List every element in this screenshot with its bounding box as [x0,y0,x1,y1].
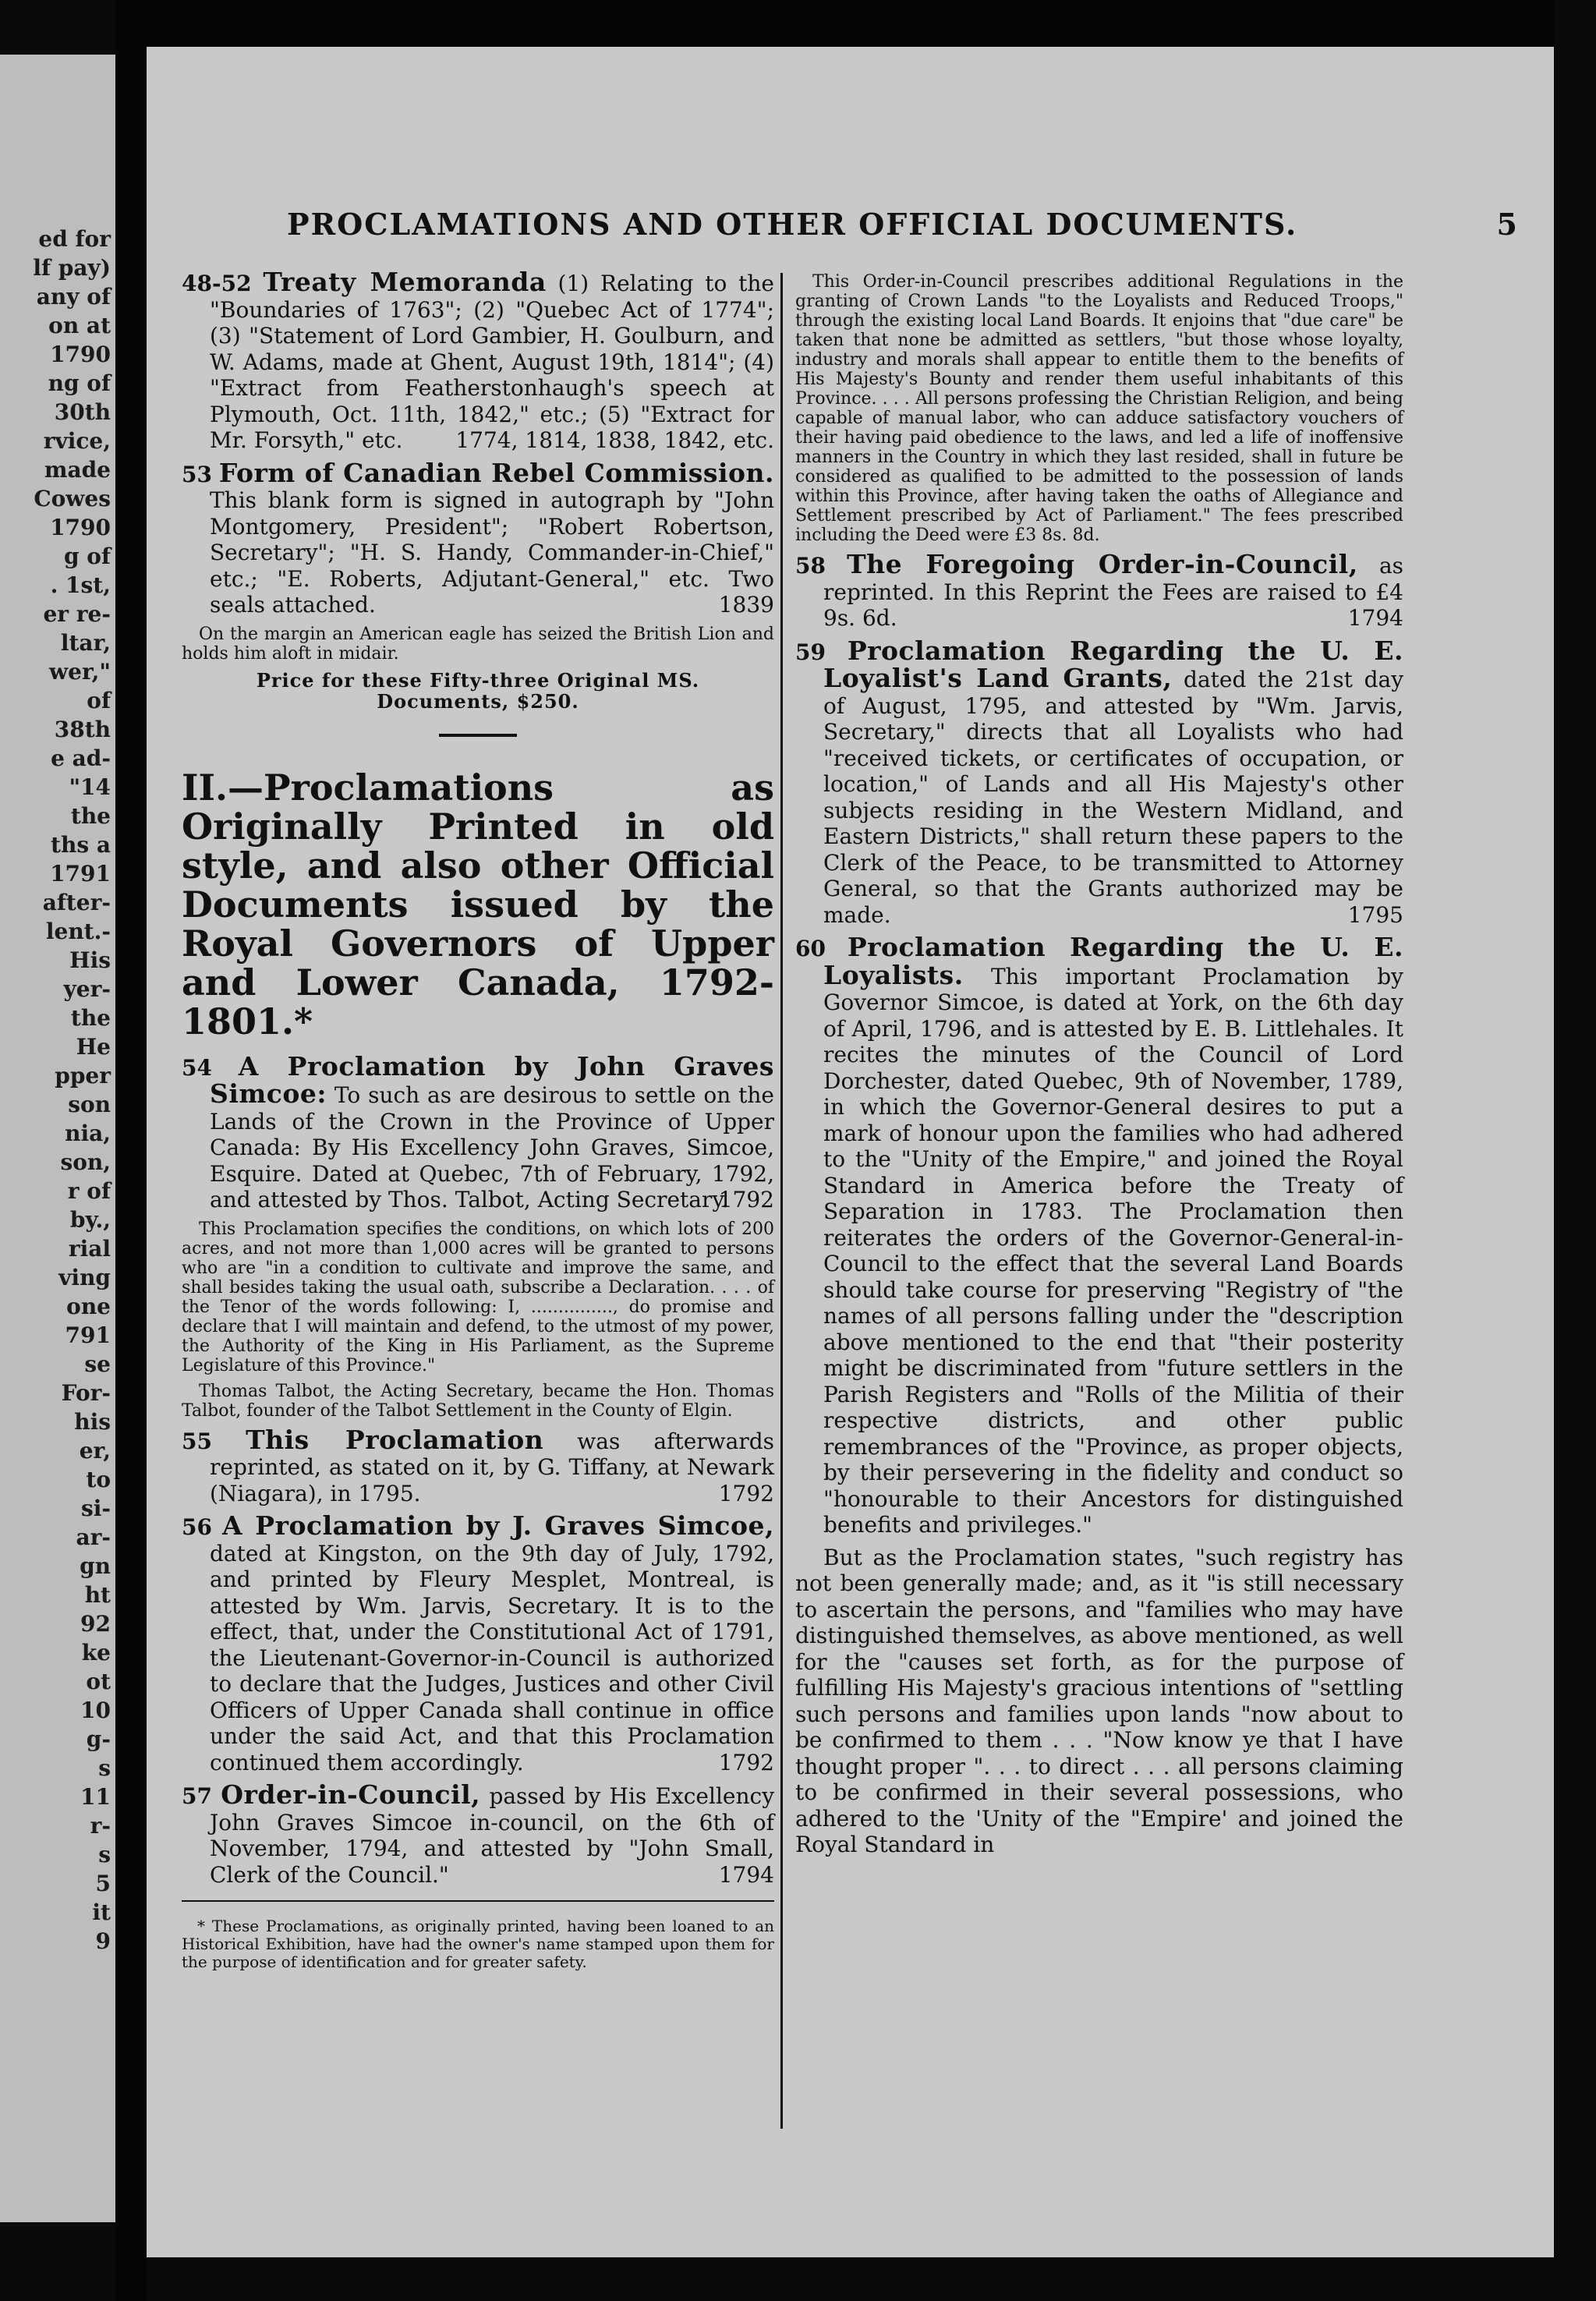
entry-text: (1) Relating to the "Boundaries of 1763"; (2) "Quebec Act of 1774"; (3) "Statement of Lord Gambier, H. Goulburn, and W. Adams, made at Ghent, August 19th, 1814"; (4) "Extract from Featherstonhaugh's speech at Plymouth, Oct. 11th, 1842," etc.; (5) "Extract for Mr. Forsyth," etc. [210,271,775,453]
entry-57 [182,1779,775,1888]
entry-year: 1792 [718,1187,774,1212]
facing-page-fragment: He [76,1034,111,1060]
facing-page-fragment: s [98,1755,111,1781]
facing-page-fragment: rvice, [43,428,111,454]
entry-60 [795,934,1403,1538]
entry-number: 54 [182,1054,212,1081]
entry-number: 60 [795,936,826,961]
facing-page-fragment: lent.- [45,919,111,944]
entry-number: 57 [182,1783,212,1809]
entry-year: 1794 [718,1861,774,1888]
entry-58 [795,551,1403,632]
facing-page-fragment: ving [58,1265,111,1290]
facing-page-fragment: wer," [49,659,111,685]
facing-page-fragment: by., [69,1207,111,1233]
facing-page-fragment: er, [79,1438,111,1464]
facing-page-fragment: to [86,1467,111,1492]
facing-page-fragment: on at [48,313,111,338]
entry-heading: Proclamation Regarding the U. E. Loyalist's Land Grants, [823,635,1404,693]
footnote-rule [182,1900,774,1902]
facing-page-fragment: pper [55,1063,111,1089]
facing-page-fragment: lf pay) [33,255,111,281]
facing-page-fragment: the [70,1005,111,1031]
scan-border-right [1554,0,1596,2301]
facing-page-fragment: His [69,947,111,973]
facing-page-fragment: ths a [51,832,111,858]
entry-text: This important Proclamation by Governor Simcoe, is dated at York, on the 6th day of April, 1796, and is attested by E. B. Littlehales. It recites the minutes of the Council of Lord Dorchester, dated Quebec, 9th of November, 1789, in which the Governor-General desires to put a mark of honour upon the families who had adhered to the "Unity of the Empire," and joined the Royal Standard in America before the Treaty of Separation in 1783. The Proclamation then reiterates the orders of the Governor-General-in-Council to the effect that the several Land Boards should take course for preserving "Registry of "the names of all persons falling under the "description above mentioned to the end that "their posterity might be discriminated from "future settlers in the Parish Registers and "Rolls of the Militia of their respective districts, and other public remembrances of the "Province, as proper objects, by their persevering in the fidelity and conduct so "honourable to their Ancestors for distinguished benefits and privileges." [823,963,1403,1538]
facing-page-fragment: se [84,1351,111,1377]
facing-page-fragment: 11 [80,1784,111,1810]
entry-number: 59 [795,639,826,665]
facing-page-fragment: 5 [95,1871,111,1896]
footnote: * These Proclamations, as originally printed, having been loaned to an Historical Exhibition, have had the owner's name stamped upon them for the purpose of identification and for greater safety. [182,1917,774,1971]
facing-page-fragment: 791 [65,1322,111,1348]
entry-text: This blank form is signed in autograph by "John Montgomery, President"; "Robert Robertson, Secretary"; "H. S. Handy, Commander-in-Chief," etc.; "E. Roberts, Adjutant-General," etc. Two seals attached. [210,487,774,618]
facing-page-fragment: rial [68,1236,111,1262]
entry-year: 1792 [718,1749,774,1775]
right-column [795,269,1403,1858]
entry-text: was afterwards reprinted, as stated on it, by G. Tiffany, at Newark (Niagara), in 1795. [210,1428,775,1506]
entry-text: dated at Kingston, on the 9th day of July, 1792, and printed by Fleury Mesplet, Montreal, is attested by Wm. Jarvis, Secretary. It is to the effect, that, under the Constitutional Act of 1791, the Lieutenant-Governor-in-Council is authorized to declare that the Judges, Justices and other Civil Officers of Upper Canada shall continue in office under the said Act, and that this Proclamation continued them accordingly. [210,1540,774,1775]
facing-page-fragment: 10 [80,1697,111,1723]
entry-year: 1792 [718,1480,774,1506]
entry-heading: This Proclamation [246,1424,544,1455]
facing-page-fragment: son [68,1092,111,1117]
header-title: PROCLAMATIONS AND OTHER OFFICIAL DOCUMENTS. [287,207,1298,242]
facing-page-fragment: 30th [54,399,111,425]
facing-page-fragment: ng of [48,370,111,396]
section-rule [439,734,517,737]
entry-number: 58 [795,553,826,579]
facing-page-fragment: e ad- [51,745,111,771]
entry-text: as reprinted. In this Reprint the Fees are raised to £4 9s. 6d. [823,553,1403,631]
facing-page-fragment: 1790 [50,342,111,367]
facing-page-fragment: r- [90,1813,111,1839]
entry-56 [182,1510,775,1775]
facing-page-fragment: ltar, [60,630,111,656]
facing-page-fragment: 1790 [50,515,111,540]
facing-page-fragment: Cowes [34,486,111,512]
entry-heading: Order-in-Council, [221,1779,481,1810]
facing-page-fragment: 1791 [50,861,111,887]
entry-text: passed by His Excellency John Graves Simcoe in-council, on the 6th of November, 1794, and attested by "John Small, Clerk of the Council." [210,1783,775,1888]
facing-page-fragment: er re- [43,601,111,627]
entry-text: To such as are desirous to settle on the Lands of the Crown in the Province of Upper Canada: By His Excellency John Graves, Simcoe, Esquire. Dated at Quebec, 7th of February, 1792, and attested by Thos. Talbot, Acting Secretary. [210,1082,774,1212]
entry-heading: Form of Canadian Rebel Commission. [218,457,774,488]
facing-page-fragment: ht [84,1582,111,1608]
entry-number: 48-52 [182,271,252,296]
facing-page-fragment: ot [86,1669,111,1694]
entry-heading: A Proclamation by J. Graves Simcoe, [222,1510,775,1541]
entry-number: 56 [182,1514,212,1540]
page-gutter [115,0,147,2301]
facing-page-fragment: 38th [54,717,111,742]
facing-page-fragment: . 1st, [50,572,111,598]
entry-55 [182,1424,775,1507]
facing-page-fragment: "14 [69,774,111,800]
facing-page-fragment: after- [42,890,111,915]
facing-page-fragment: son, [60,1149,111,1175]
scan-border-top [115,0,1596,47]
entry-57-note: This Order-in-Council prescribes additional Regulations in the granting of Crown Lands "to the Loyalists and Reduced Troops," through the existing local Land Boards. It enjoins that "due care" be taken that none be admitted as settlers, "but those whose loyalty, industry and morals shall appear to entitle them to the benefits of His Majesty's Bounty and render them useful inhabitants of this Province. . . . All persons professing the Christian Religion, and being capable of manual labor, who can adduce satisfactory vouchers of their having paid obedience to the laws, and led a life of inoffensive manners in the Country in which they last resided, shall in future be considered as qualified to be admitted to the possession of lands within this Province, after having taken the oaths of Allegiance and Settlement prescribed by Act of Parliament." The fees prescribed including the Deed were £3 8s. 8d. [795,272,1403,545]
entry-53-note: On the margin an American eagle has seized the British Lion and holds him aloft in midair. [182,624,774,664]
facing-page-fragment: his [74,1409,111,1435]
facing-page-fragment: ed for [38,226,111,252]
entry-heading: A Proclamation by John Graves Simcoe: [210,1050,774,1109]
section-heading: II.—Proclamations as Originally Printed in old style, and also other Official Documents issued by the Royal Governors of Upper and Lower Canada, 1792-1801.* [182,766,774,1043]
facing-page-fragment: ke [81,1640,111,1666]
facing-page-fragment: 9 [95,1928,111,1954]
entry-year: 1794 [1347,605,1403,631]
price-line: Price for these Fifty-three Original MS. Documents, $250. [256,668,700,713]
facing-page-fragment: of [87,688,111,713]
entry-60-continuation: But as the Proclamation states, "such registry has not been generally made; and, as it "is still necessary to ascertain the persons, and "families who may have distinguished themselves, as above mentioned, as well for the "causes set forth, as for the purpose of fulfilling His Majesty's gracious intentions of "settling such persons and families upon lands "now about to be confirmed to them . . . "Now know ye that I have thought proper ". . . to direct . . . all persons claiming to be confirmed in their several possessions, who adhered to the 'Unity of the "Empire' and joined the Royal Standard in [795,1544,1403,1857]
facing-page-fragment: 92 [80,1611,111,1637]
facing-page-fragment: yer- [63,976,111,1002]
facing-page-fragment: one [66,1294,111,1319]
entry-number: 55 [182,1428,212,1454]
facing-page-fragment: nia, [65,1120,111,1146]
facing-page-fragment: g of [63,543,111,569]
document-page [147,47,1554,2257]
facing-page-fragment: g- [86,1726,111,1752]
entry-53 [182,457,774,618]
entry-year: 1795 [1347,901,1403,928]
facing-page-strip [0,55,115,2222]
facing-page-fragment: it [92,1899,111,1925]
entry-59 [795,635,1404,929]
page-number: 5 [1496,207,1519,242]
entry-year: 1774, 1814, 1838, 1842, etc. [455,427,774,453]
entry-year: 1839 [718,592,774,618]
entry-heading: The Foregoing Order-in-Council, [847,549,1358,579]
entry-48-52 [182,269,774,454]
facing-page-fragment: the [70,803,111,829]
facing-page-fragment: s [98,1842,111,1867]
entry-54-note: This Proclamation specifies the conditions, on which lots of 200 acres, and not more than 1,000 acres will be granted to persons who are "in a condition to cultivate and improve the same, and shall besides taking the usual oath, subscribe a Declaration. . . . of the Tenor of the words following: I, ..............., do promise and declare that I will maintain and defend, to the utmost of my power, the Authority of the King in His Parliament, as the Supreme Legislature of this Province." [182,1219,774,1375]
entry-heading: Treaty Memoranda [263,267,547,297]
facing-page-fragment: gn [80,1553,111,1579]
left-column [182,269,774,1987]
facing-page-fragment: For- [61,1380,111,1406]
facing-page-fragment: any of [36,284,111,310]
facing-page-fragment: ar- [76,1524,111,1550]
entry-number: 53 [182,461,212,487]
entry-heading: Proclamation Regarding the U. E. Loyalists. [823,932,1404,990]
facing-page-fragment: r of [67,1178,111,1204]
entry-text: dated the 21st day of August, 1795, and attested by "Wm. Jarvis, Secretary," directs that all Loyalists who had "received tickets, or certificates of occupation, or location," of Lands and all His Majesty's other subjects residing in the Western Midland, and Eastern Districts," shall return these papers to the Clerk of the Peace, to be transmitted to Attorney General, so that the Grants authorized may be made. [823,667,1404,928]
column-divider [780,273,783,2129]
facing-page-fragment: made [44,457,111,483]
entry-54-note-2: Thomas Talbot, the Acting Secretary, became the Hon. Thomas Talbot, founder of the Talbot Settlement in the County of Elgin. [182,1381,774,1421]
entry-54 [182,1050,774,1213]
facing-page-fragment: si- [80,1496,111,1521]
